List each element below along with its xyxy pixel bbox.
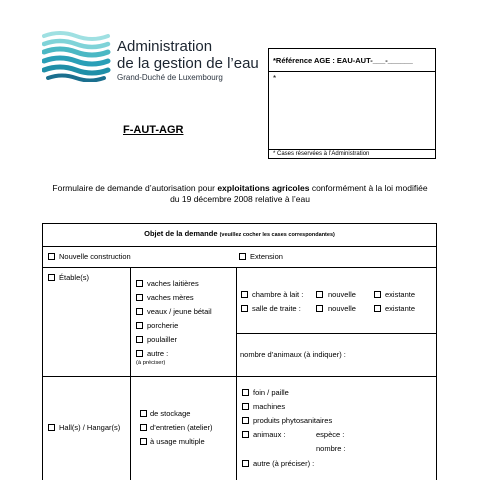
- veaux-checkbox[interactable]: [136, 308, 143, 315]
- divider: [130, 267, 131, 480]
- divider: [236, 333, 437, 334]
- type-label: autre :: [147, 349, 169, 358]
- stockage-checkbox[interactable]: [140, 410, 147, 417]
- reference-note: * Cases réservées à l’Administration: [273, 151, 370, 157]
- intro-suffix: conformément à la loi modifiée: [309, 183, 428, 193]
- divider: [42, 376, 437, 377]
- divider: [236, 267, 237, 480]
- org-title: [117, 38, 259, 72]
- intro-line2: du 19 décembre 2008 relative à l’eau: [170, 194, 310, 204]
- divider: [42, 246, 437, 247]
- type-label: poulailler: [147, 335, 178, 344]
- salle-existante-checkbox[interactable]: [374, 305, 381, 312]
- intro-bold: exploitations agricoles: [217, 183, 310, 193]
- autre-hall-checkbox[interactable]: [242, 460, 249, 467]
- type-label: porcherie: [147, 321, 179, 330]
- extension-label: Extension: [250, 252, 283, 261]
- org-subtitle: Grand-Duché de Luxembourg: [117, 73, 223, 82]
- reference-box: [268, 48, 436, 159]
- room-label: salle de traite :: [252, 304, 301, 313]
- entretien-checkbox[interactable]: [140, 424, 147, 431]
- reference-label: *Référence AGE : EAU-AUT-___-______: [273, 56, 413, 65]
- section-title-text: Objet de la demande: [144, 229, 218, 238]
- usage-multiple-checkbox[interactable]: [140, 438, 147, 445]
- content-label: autre (à préciser) :: [253, 459, 315, 468]
- existante-label: existante: [385, 290, 416, 299]
- foin-checkbox[interactable]: [242, 389, 249, 396]
- divider: [269, 71, 435, 72]
- nouvelle-label: nouvelle: [328, 290, 356, 299]
- existante-label: existante: [385, 304, 416, 313]
- vaches-meres-checkbox[interactable]: [136, 294, 143, 301]
- section-title-hint: (veuillez cocher les cases correspondantes): [219, 232, 335, 238]
- org-title-line1: Administration: [117, 38, 213, 55]
- salle-traite-checkbox[interactable]: [241, 305, 248, 312]
- extension-checkbox[interactable]: [239, 253, 246, 260]
- nombre-label: nombre :: [316, 444, 346, 453]
- animaux-checkbox[interactable]: [242, 431, 249, 438]
- content-label: animaux :: [253, 430, 286, 439]
- use-label: de stockage: [150, 409, 191, 418]
- intro-text: [30, 183, 450, 205]
- phyto-checkbox[interactable]: [242, 417, 249, 424]
- poulailler-checkbox[interactable]: [136, 336, 143, 343]
- org-title-line2: de la gestion de l’eau: [117, 55, 259, 72]
- nouvelle-label: nouvelle: [328, 304, 356, 313]
- divider: [42, 267, 437, 268]
- chambre-existante-checkbox[interactable]: [374, 291, 381, 298]
- etable-label: Étable(s): [59, 273, 90, 282]
- autre-checkbox[interactable]: [136, 350, 143, 357]
- hall-label: Hall(s) / Hangar(s): [59, 423, 121, 432]
- reference-star: *: [273, 74, 277, 83]
- machines-checkbox[interactable]: [242, 403, 249, 410]
- chambre-nouvelle-checkbox[interactable]: [316, 291, 323, 298]
- salle-nouvelle-checkbox[interactable]: [316, 305, 323, 312]
- animal-count-label: nombre d’animaux (à indiquer) :: [240, 350, 346, 359]
- hall-checkbox[interactable]: [48, 424, 55, 431]
- new-construction-checkbox[interactable]: [48, 253, 55, 260]
- age-logo: [42, 30, 112, 82]
- type-label: vaches mères: [147, 293, 194, 302]
- vaches-laitieres-checkbox[interactable]: [136, 280, 143, 287]
- content-label: machines: [253, 402, 286, 411]
- content-label: produits phytosanitaires: [253, 416, 333, 425]
- section-title: [42, 229, 437, 238]
- new-construction-label: Nouvelle construction: [59, 252, 131, 261]
- content-label: foin / paille: [253, 388, 289, 397]
- use-label: d’entretien (atelier): [150, 423, 213, 432]
- room-label: chambre à lait :: [252, 290, 304, 299]
- divider: [269, 149, 435, 150]
- type-label: veaux / jeune bétail: [147, 307, 212, 316]
- etable-checkbox[interactable]: [48, 274, 55, 281]
- use-label: à usage multiple: [150, 437, 205, 446]
- intro-prefix: Formulaire de demande d’autorisation pour: [52, 183, 218, 193]
- form-code: F-AUT-AGR: [123, 124, 184, 136]
- type-label: vaches laitières: [147, 279, 199, 288]
- espece-label: espèce :: [316, 430, 345, 439]
- other-hint: (à préciser): [136, 360, 166, 366]
- chambre-lait-checkbox[interactable]: [241, 291, 248, 298]
- porcherie-checkbox[interactable]: [136, 322, 143, 329]
